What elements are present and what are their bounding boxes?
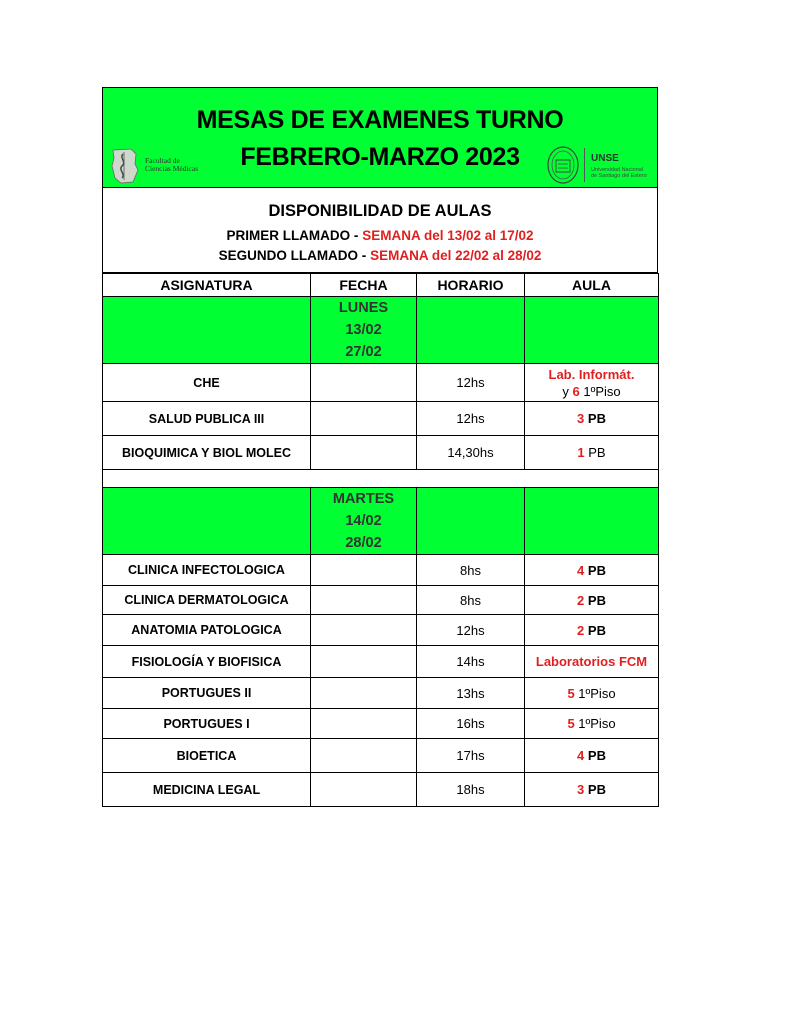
table-row: CLINICA DERMATOLOGICA 8hs 2 PB [103, 586, 659, 615]
unse-logo-subtitle: Universidad Nacional de Santiago del Estero [591, 167, 647, 179]
availability-info [102, 187, 658, 273]
column-header-asignatura: ASIGNATURA [103, 274, 311, 297]
day-date-cell: MARTES 14/02 28/02 [311, 488, 417, 555]
table-row: FISIOLOGÍA Y BIOFISICA 14hs Laboratorios FCM [103, 646, 659, 678]
title-line-2: FEBRERO-MARZO 2023 [240, 143, 520, 171]
day-row-martes [103, 488, 659, 555]
unse-logo-name: UNSE [591, 153, 619, 164]
logo-divider [584, 148, 585, 182]
table-row: MEDICINA LEGAL 18hs 3 PB [103, 773, 659, 807]
day-date-cell: LUNES 13/02 27/02 [311, 297, 417, 364]
table-row: BIOQUIMICA Y BIOL MOLEC 14,30hs 1 PB [103, 436, 659, 470]
header-banner [102, 87, 658, 187]
exam-schedule-sheet [102, 87, 658, 807]
title-line-1: MESAS DE EXAMENES TURNO [196, 106, 564, 134]
table-row: PORTUGUES II 13hs 5 1ºPiso [103, 678, 659, 709]
table-header-row [103, 274, 659, 297]
column-header-fecha: FECHA [311, 274, 417, 297]
table-row: PORTUGUES I 16hs 5 1ºPiso [103, 709, 659, 739]
unse-seal-icon [546, 144, 580, 186]
availability-heading: DISPONIBILIDAD DE AULAS [268, 202, 492, 220]
table-row: CHE 12hs Lab. Informát. y 6 1ºPiso [103, 364, 659, 402]
spacer-row [103, 470, 659, 488]
unse-logo [546, 144, 656, 186]
column-header-horario: HORARIO [417, 274, 525, 297]
day-row-lunes [103, 297, 659, 364]
table-row: BIOETICA 17hs 4 PB [103, 739, 659, 773]
table-row: SALUD PUBLICA III 12hs 3 PB [103, 402, 659, 436]
schedule-table [102, 273, 659, 807]
table-row: CLINICA INFECTOLOGICA 8hs 4 PB [103, 555, 659, 586]
column-header-aula: AULA [525, 274, 659, 297]
facultad-logo-text: Facultad de Ciencias Médicas [145, 156, 199, 173]
first-call-line: PRIMER LLAMADO - SEMANA del 13/02 al 17/02 [226, 228, 534, 243]
table-row: ANATOMIA PATOLOGICA 12hs 2 PB [103, 615, 659, 646]
second-call-line: SEGUNDO LLAMADO - SEMANA del 22/02 al 28/02 [218, 248, 542, 263]
